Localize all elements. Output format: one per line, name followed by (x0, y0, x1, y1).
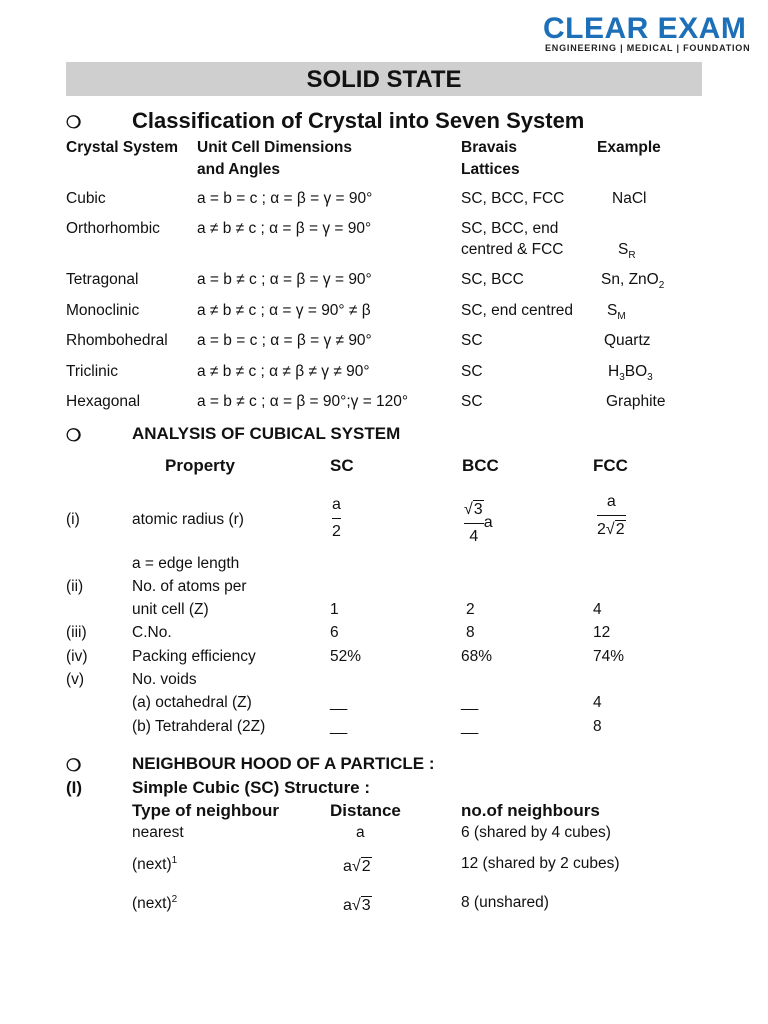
bcc-value: 2 (466, 601, 475, 618)
neighbour-type: nearest (132, 824, 184, 841)
table-row-lattices: SC, end centred (461, 302, 574, 319)
property-label: Packing efficiency (132, 648, 256, 665)
sc-radius-fraction: a 2 (332, 496, 341, 540)
edge-length-note: a = edge length (132, 555, 240, 572)
col-count: no.of neighbours (461, 801, 600, 820)
classification-heading: Classification of Crystal into Seven System (132, 108, 585, 133)
table-row-system: Orthorhombic (66, 220, 160, 237)
table-row-example: $S_M$ (607, 302, 626, 323)
neighbour-count: 12 (shared by 2 cubes) (461, 855, 620, 872)
sc-value: 52% (330, 648, 362, 665)
table-row-example: $S_R$ (618, 241, 636, 262)
fcc-value: 4 (593, 694, 602, 711)
neighbour-type: (next)$^1$ (132, 855, 178, 874)
property-label: C.No. (132, 624, 172, 641)
neighbour-count: 6 (shared by 4 cubes) (461, 824, 611, 841)
table-row-example: Graphite (606, 393, 666, 410)
sc-value: __ (330, 718, 348, 735)
page-title: SOLID STATE (306, 66, 462, 93)
cubical-heading: ANALYSIS OF CUBICAL SYSTEM (132, 424, 401, 443)
table-row-dims: a = b = c ; α = β = γ ≠ 90° (197, 332, 372, 349)
row-number: (iv) (66, 648, 88, 665)
neighbour-distance: a√3 (343, 897, 371, 914)
col-crystal-system: Crystal System (66, 139, 179, 156)
table-row-system: Monoclinic (66, 302, 140, 319)
row-number: (iii) (66, 624, 87, 641)
table-row-dims: a ≠ b ≠ c ; α = β = γ = 90° (197, 220, 372, 237)
col-dimensions: Unit Cell Dimensions (197, 139, 353, 156)
table-row-system: Cubic (66, 190, 106, 207)
col-type: Type of neighbour (132, 801, 280, 820)
table-row-lattices-line2: centred & FCC (461, 241, 564, 258)
row-number: (v) (66, 671, 85, 688)
neighbour-count: 8 (unshared) (461, 894, 549, 911)
bullet-icon: ❍ (66, 113, 82, 132)
bcc-value: __ (461, 694, 479, 711)
table-row-example: $H_3BO_3$ (608, 363, 653, 384)
table-row-lattices: SC (461, 393, 483, 410)
table-row-dims: a = b ≠ c ; α = β = 90°;γ = 120° (197, 393, 409, 410)
table-row-dims: a = b = c ; α = β = γ = 90° (197, 190, 373, 207)
bcc-value: 8 (466, 624, 475, 641)
table-row-lattices: SC (461, 332, 483, 349)
subsection-number: (I) (66, 778, 83, 797)
col-property: Property (165, 456, 235, 475)
title-bar (66, 62, 702, 96)
bcc-radius-fraction: $\frac{√3}{4}$ a (464, 501, 493, 545)
property-label: No. of atoms per (132, 578, 247, 595)
fcc-value: 74% (593, 648, 625, 665)
table-row-lattices: SC, BCC, end (461, 220, 559, 237)
table-row-lattices: SC, BCC (461, 271, 524, 288)
sc-value: 6 (330, 624, 339, 641)
neighbour-heading: NEIGHBOUR HOOD OF A PARTICLE : (132, 754, 435, 773)
property-label: No. voids (132, 671, 197, 688)
fcc-value: 12 (593, 624, 611, 641)
col-dimensions-line2: and Angles (197, 161, 280, 178)
table-row-dims: a = b ≠ c ; α = β = γ = 90° (197, 271, 372, 288)
col-fcc: FCC (593, 456, 628, 475)
col-bravais: Bravais (461, 139, 518, 156)
bullet-icon: ❍ (66, 756, 82, 775)
bcc-value: 68% (461, 648, 493, 665)
col-sc: SC (330, 456, 354, 475)
table-row-example: Quartz (604, 332, 651, 349)
table-row-system: Triclinic (66, 363, 118, 380)
fcc-radius-fraction: a 2√2 (597, 493, 625, 538)
table-row-system: Tetragonal (66, 271, 139, 288)
table-row-example: NaCl (612, 190, 647, 207)
neighbour-distance: a (356, 824, 365, 841)
fcc-value: 4 (593, 601, 602, 618)
property-label: atomic radius (r) (132, 511, 244, 528)
sc-value: 1 (330, 601, 339, 618)
neighbour-distance: a√2 (343, 858, 371, 875)
table-row-dims: a ≠ b ≠ c ; α = γ = 90° ≠ β (197, 302, 371, 319)
bcc-value: __ (461, 718, 479, 735)
neighbour-type: (next)$^2$ (132, 894, 178, 913)
brand-logo: CLEAR EXAM (543, 12, 747, 45)
row-number: (ii) (66, 578, 84, 595)
subsection-heading: Simple Cubic (SC) Structure : (132, 778, 371, 797)
brand-tagline: ENGINEERING | MEDICAL | FOUNDATION (545, 43, 751, 53)
col-bravais-line2: Lattices (461, 161, 520, 178)
table-row-lattices: SC (461, 363, 483, 380)
sc-value: __ (330, 694, 348, 711)
property-label-line2: unit cell (Z) (132, 601, 209, 618)
table-row-system: Hexagonal (66, 393, 141, 410)
property-label: (a) octahedral (Z) (132, 694, 252, 711)
table-row-lattices: SC, BCC, FCC (461, 190, 565, 207)
col-distance: Distance (330, 801, 401, 820)
bullet-icon: ❍ (66, 426, 82, 445)
table-row-system: Rhombohedral (66, 332, 168, 349)
col-bcc: BCC (462, 456, 499, 475)
col-example: Example (597, 139, 661, 156)
table-row-example: Sn, ZnO$_2$ (601, 271, 665, 292)
row-number: (i) (66, 511, 80, 528)
table-row-dims: a ≠ b ≠ c ; α ≠ β ≠ γ ≠ 90° (197, 363, 370, 380)
property-label: (b) Tetrahderal (2Z) (132, 718, 266, 735)
fcc-value: 8 (593, 718, 602, 735)
